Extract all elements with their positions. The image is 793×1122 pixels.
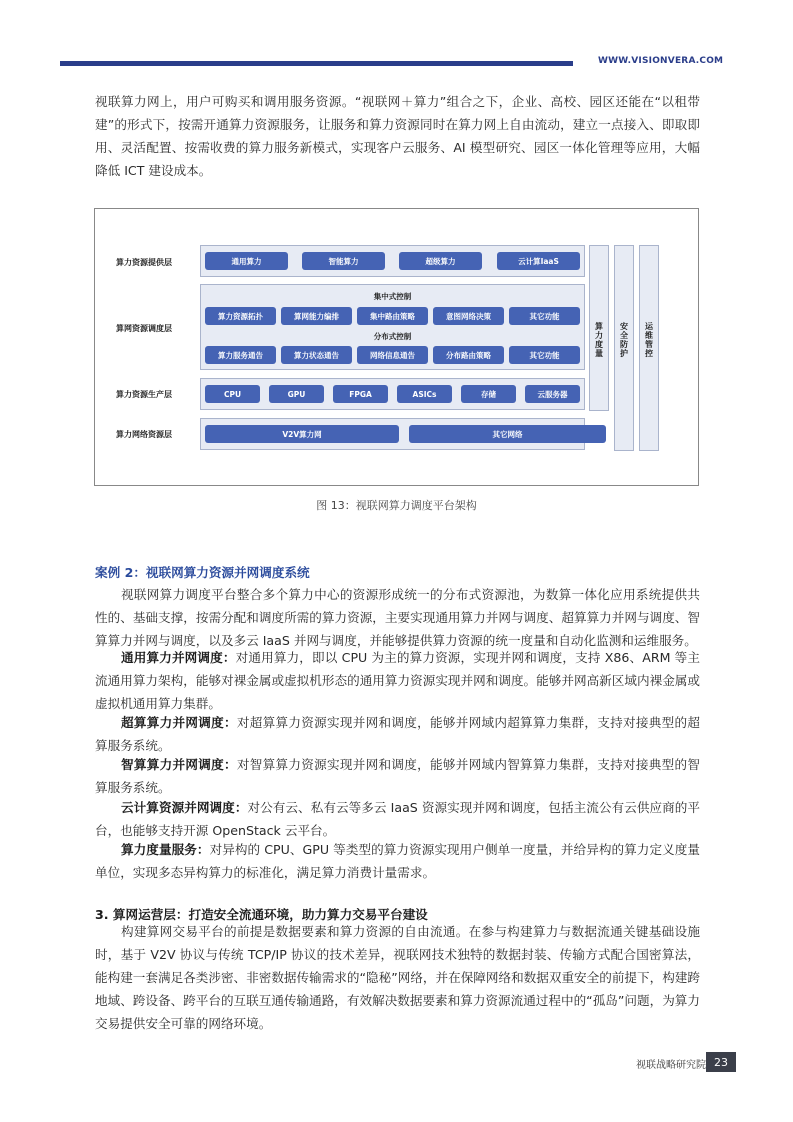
section-3-title: 3. 算网运营层：打造安全流通环境，助力算力交易平台建设	[95, 907, 428, 922]
layer-label-produce: 算力资源生产层	[116, 390, 172, 399]
side-column-security	[614, 245, 634, 451]
case-item-term: 智算算力并网调度：	[121, 757, 237, 772]
case-paragraph: 视联网算力调度平台整合多个算力中心的资源形成统一的分布式资源池，为数算一体化应用系统提供共性的、基础支撑，按需分配和调度所需的算力资源，主要实现通用算力并网与调度、超算算力并网与调度、智算算力并网与调度，以及多云 IaaS 并网与调度，并能够提供算力资源的统一度量和自动化监测和运维服务。	[95, 587, 700, 648]
chip-central-2: 算网能力编排	[281, 307, 352, 325]
case-item-text: 对异构的 CPU、GPU 等类型的算力资源实现用户侧单一度量，并给异构的算力定义度量单位，实现多态异构算力的标准化，满足算力消费计量需求。	[95, 842, 701, 880]
layer-panel-schedule	[200, 284, 585, 370]
chip-central-3: 集中路由策略	[357, 307, 428, 325]
case-item-metering	[95, 838, 700, 884]
chip-dist-1: 算力服务通告	[205, 346, 276, 364]
chip-storage: 存储	[461, 385, 516, 403]
side-column-metering	[589, 245, 609, 411]
side-label-ops: 运维管控	[644, 322, 654, 358]
chip-dist-5: 其它功能	[509, 346, 580, 364]
layer-label-provide: 算力资源提供层	[116, 258, 172, 267]
case-item-text: 对公有云、私有云等多云 IaaS 资源实现并网和调度，包括主流公有云供应商的平台，也能够支持开源 OpenStack 云平台。	[95, 800, 700, 838]
page-number: 23	[706, 1052, 736, 1072]
chip-dist-2: 算力状态通告	[281, 346, 352, 364]
case-item-text: 对超算算力资源实现并网和调度，能够并网域内超算算力集群，支持对接典型的超算服务系统。	[95, 715, 701, 753]
header-url: WWW.VISIONVERA.COM	[598, 56, 724, 66]
chip-central-4: 意图网络决策	[433, 307, 504, 325]
case-item-cloud	[95, 796, 700, 842]
central-control-title: 集中式控制	[373, 292, 412, 301]
case-item-term: 通用算力并网调度：	[121, 650, 236, 665]
chip-gpu: GPU	[269, 385, 324, 403]
case-item-text: 对通用算力，即以 CPU 为主的算力资源，实现并网和调度，支持 X86、ARM 等主流通用算力架构，能够对裸金属或虚拟机形态的通用算力资源实现并网和调度。能够并网高新区域内裸金属或虚拟机通用算力集群。	[95, 650, 700, 711]
case-item-general	[95, 646, 700, 715]
chip-dist-4: 分布路由策略	[433, 346, 504, 364]
chip-cloud-iaas: 云计算IaaS	[497, 252, 580, 270]
chip-intelligent-compute: 智能算力	[302, 252, 385, 270]
case-title: 案例 2：视联网算力资源并网调度系统	[95, 565, 310, 580]
side-label-security: 安全防护	[619, 322, 629, 358]
layer-label-network: 算力网络资源层	[116, 430, 172, 439]
header-rule	[60, 61, 573, 66]
chip-asics: ASICs	[397, 385, 452, 403]
distributed-control-title: 分布式控制	[373, 332, 412, 341]
chip-dist-3: 网络信息通告	[357, 346, 428, 364]
chip-general-compute: 通用算力	[205, 252, 288, 270]
chip-v2v-network: V2V算力网	[205, 425, 399, 443]
layer-label-schedule: 算网资源调度层	[116, 324, 172, 333]
chip-fpga: FPGA	[333, 385, 388, 403]
case-item-super	[95, 711, 700, 757]
footer-org: 视联战略研究院	[636, 1060, 706, 1071]
case-item-term: 云计算资源并网调度：	[121, 800, 248, 815]
case-item-text: 对智算算力资源实现并网和调度，能够并网域内智算算力集群，支持对接典型的智算服务系统。	[95, 757, 701, 795]
case-item-term: 超算算力并网调度：	[121, 715, 237, 730]
layer-panel-provide	[200, 245, 585, 277]
chip-central-5: 其它功能	[509, 307, 580, 325]
case-item-term: 算力度量服务：	[121, 842, 210, 857]
side-column-ops	[639, 245, 659, 451]
layer-panel-produce	[200, 378, 585, 410]
case-item-intelligent	[95, 753, 700, 799]
intro-paragraph: 视联算力网上，用户可购买和调用服务资源。“视联网＋算力”组合之下，企业、高校、园区还能在“以租带建”的形式下，按需开通算力资源服务，让服务和算力资源同时在算力网上自由流动，建立一点接入、即取即用、灵活配置、按需收费的算力服务新模式，实现客户云服务、AI 模型研究、园区一体化管理等应用，大幅降低 ICT 建设成本。	[95, 94, 700, 178]
chip-cpu: CPU	[205, 385, 260, 403]
chip-central-1: 算力资源拓扑	[205, 307, 276, 325]
chip-super-compute: 超级算力	[399, 252, 482, 270]
section-3-paragraph: 构建算网交易平台的前提是数据要素和算力资源的自由流通。在参与构建算力与数据流通关键基础设施时，基于 V2V 协议与传统 TCP/IP 协议的技术差异，视联网技术独特的数据封装、传输方式配合国密算法，能构建一套满足各类涉密、非密数据传输需求的“隐秘”网络，并在保障网络和数据双重安全的前提下，构建跨地域、跨设备、跨平台的互联互通传输通路，有效解决数据要素和算力资源流通过程中的“孤岛”问题，为算力交易提供安全可靠的网络环境。	[95, 924, 700, 1031]
figure-caption: 图 13：视联网算力调度平台架构	[316, 499, 477, 512]
layer-panel-network	[200, 418, 585, 450]
chip-other-network: 其它网络	[409, 425, 606, 443]
side-label-metering: 算力度量	[594, 322, 604, 358]
chip-cloud-server: 云服务器	[525, 385, 580, 403]
